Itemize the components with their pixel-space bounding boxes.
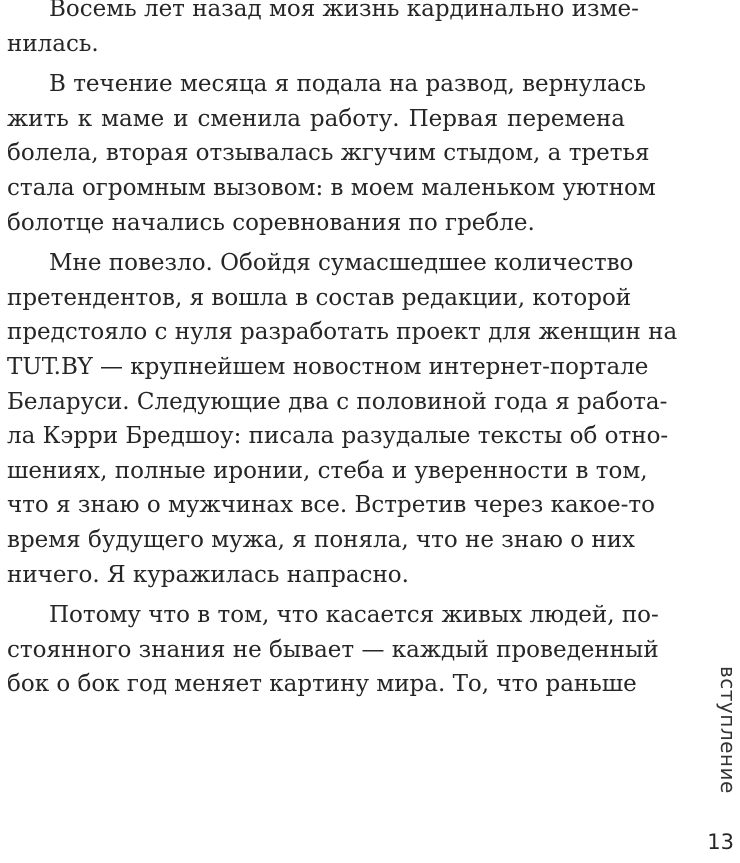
text-line: TUT.BY — крупнейшем новостном интернет-портале — [7, 353, 649, 380]
text-line: стоянного знания не бывает — каждый проведенный — [7, 636, 659, 663]
text-line: стала огромным вызовом: в моем маленьком уютном — [7, 174, 656, 201]
text-line: предстояло с нуля разработать проект для женщин на — [7, 319, 678, 346]
text-line: болотце начались соревнования по гребле. — [7, 209, 535, 236]
text-line: болела, вторая отзывалась жгучим стыдом, а третья — [7, 140, 650, 167]
text-line: время будущего мужа, я поняла, что не знаю о них — [7, 526, 636, 553]
text-line: бок о бок год меняет картину мира. То, что раньше — [7, 671, 637, 698]
text-line: нилась. — [7, 30, 99, 57]
paragraph-1 — [7, 0, 639, 61]
text-line: Мне повезло. Обойдя сумасшедшее количество — [49, 250, 634, 277]
text-line: ла Кэрри Бредшоу: писала разудалые тексты об отно- — [7, 423, 669, 450]
section-label: вступление — [716, 666, 740, 794]
text-line: что я знаю о мужчинах все. Встретив через какое-то — [7, 492, 655, 519]
text-line: претендентов, я вошла в состав редакции, которой — [7, 284, 632, 311]
page-number: 13 — [707, 830, 734, 854]
paragraph-2 — [7, 67, 656, 240]
text-line: Восемь лет назад моя жизнь кардинально изме- — [49, 0, 639, 22]
text-line: жить к маме и сменила работу. Первая перемена — [7, 105, 625, 132]
paragraph-3 — [7, 246, 678, 592]
text-line: ничего. Я куражилась напрасно. — [7, 561, 409, 588]
paragraph-4 — [7, 598, 659, 702]
text-line: Потому что в том, что касается живых людей, по- — [49, 602, 659, 629]
text-line: шениях, полные иронии, стеба и уверенности в том, — [7, 457, 648, 484]
text-line: Беларуси. Следующие два с половиной года я работа- — [7, 388, 668, 415]
main-text — [7, 0, 678, 708]
text-line: В течение месяца я подала на развод, вернулась — [49, 71, 646, 98]
